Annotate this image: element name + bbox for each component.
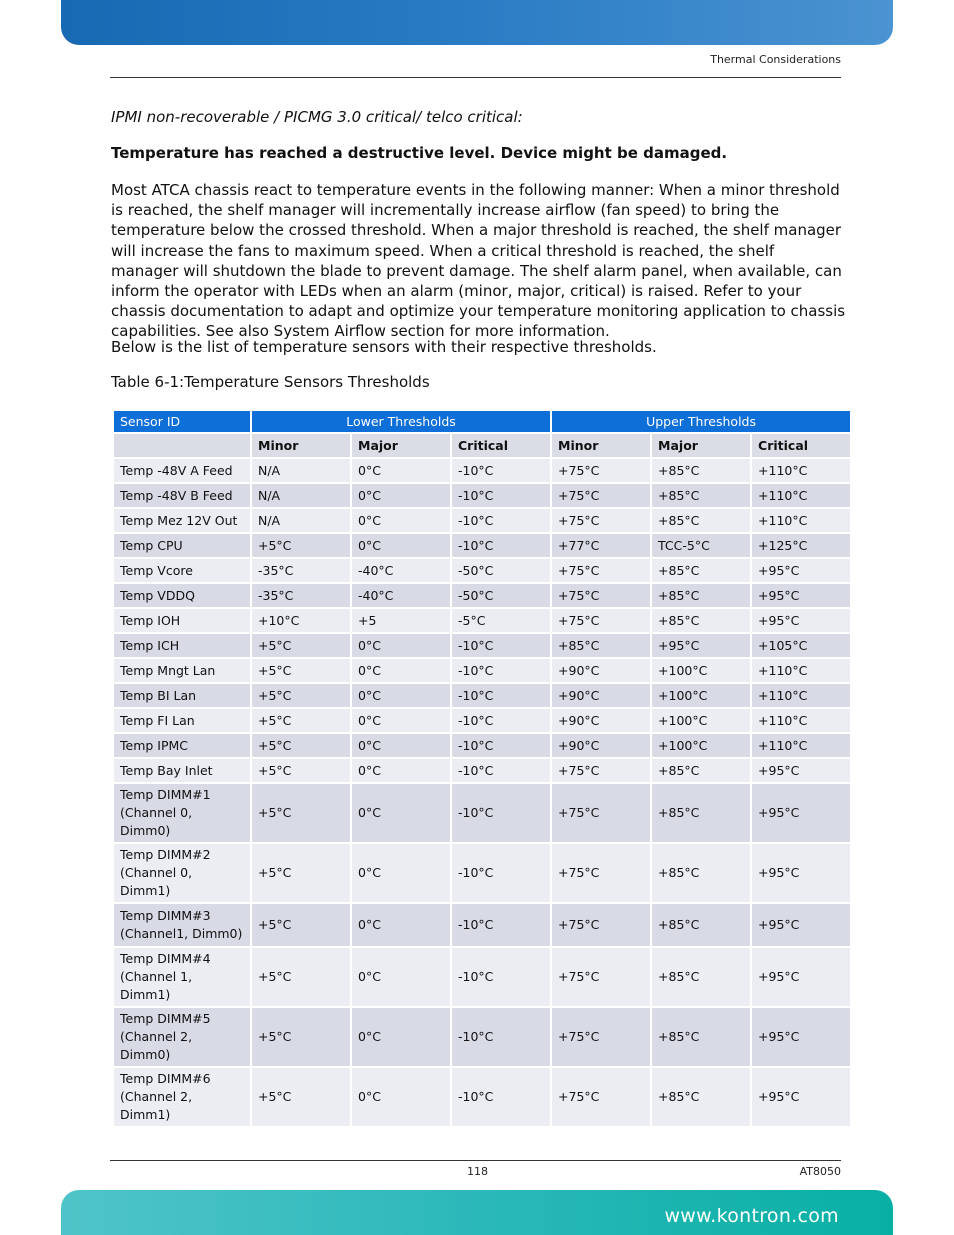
sensor-id-cell [114,534,250,557]
threshold-cell: -10°C [452,534,550,557]
table-sub-header-row [114,434,850,457]
sensor-id-line: (Channel 0, Dimm1) [120,865,193,898]
threshold-cell: +75°C [552,484,650,507]
threshold-cell: +5°C [252,634,350,657]
paragraph-chassis-reaction: Most ATCA chassis react to temperature events in the following manner: When a minor threshold is reached, the shelf manager will incrementally increase airflow (fan speed) to bring the temperature below the crossed threshold. When a major threshold is reached, the shelf manager will increase the fans to maximum speed. When a critical threshold is reached, the shelf manager will shutdown the blade to prevent damage. The shelf alarm panel, when available, can inform the operator with LEDs when an alarm (minor, major, critical) is raised. Refer to your chassis documentation to adapt and optimize your temperature monitoring application to chassis capabilities. See also System Airflow section for more information. [111,181,846,341]
intro-italic: IPMI non-recoverable / PICMG 3.0 critical/ telco critical: [111,108,523,126]
sensor-id-cell [114,904,250,946]
table-row [114,534,850,557]
threshold-cell: -40°C [352,559,450,582]
threshold-cell: +100°C [652,734,750,757]
sensor-id-cell [114,948,250,1006]
threshold-cell: -50°C [452,584,550,607]
threshold-cell: +85°C [652,759,750,782]
temperature-thresholds-table [112,409,852,1128]
threshold-cell: +5°C [252,784,350,842]
threshold-cell: +85°C [652,948,750,1006]
threshold-cell: +75°C [552,459,650,482]
sensor-id-line: Temp FI Lan [120,713,195,728]
threshold-cell: +110°C [752,734,850,757]
sensor-id-cell [114,584,250,607]
table-row [114,684,850,707]
sensor-id-line: Temp DIMM#5 [120,1011,211,1026]
table-row [114,844,850,902]
threshold-cell: +75°C [552,1068,650,1126]
website-link[interactable]: www.kontron.com [664,1205,839,1227]
sensor-id-line: (Channel 2, Dimm0) [120,1029,193,1062]
table-row [114,948,850,1006]
threshold-cell: -10°C [452,759,550,782]
threshold-cell: +100°C [652,659,750,682]
table-row [114,484,850,507]
sensor-id-line: Temp -48V B Feed [120,488,233,503]
header-upper-minor: Minor [552,434,650,457]
threshold-cell: 0°C [352,948,450,1006]
table-row [114,904,850,946]
threshold-cell: -10°C [452,709,550,732]
sensor-id-cell [114,1068,250,1126]
sensor-id-line: Temp Mez 12V Out [120,513,238,528]
threshold-cell: +85°C [652,559,750,582]
threshold-cell: +75°C [552,559,650,582]
threshold-cell: +85°C [652,784,750,842]
header-lower-minor: Minor [252,434,350,457]
header-blank-cell [114,434,250,457]
table-row [114,1068,850,1126]
threshold-cell: +5°C [252,709,350,732]
sensor-id-line: (Channel 2, Dimm1) [120,1089,193,1122]
threshold-cell: +90°C [552,734,650,757]
threshold-cell: +85°C [652,609,750,632]
threshold-cell: 0°C [352,659,450,682]
threshold-cell: +75°C [552,759,650,782]
threshold-cell: +95°C [752,904,850,946]
threshold-cell: +90°C [552,659,650,682]
table-group-header-row [114,411,850,432]
threshold-cell: +95°C [752,844,850,902]
paragraph-sensor-list: Below is the list of temperature sensors with their respective thresholds. [111,338,657,356]
threshold-cell: -40°C [352,584,450,607]
threshold-cell: +75°C [552,948,650,1006]
sensor-id-cell [114,734,250,757]
sensor-id-line: Temp ICH [120,638,180,653]
threshold-cell: +5°C [252,759,350,782]
header-lower-critical: Critical [452,434,550,457]
threshold-cell: +5°C [252,659,350,682]
threshold-cell: -35°C [252,559,350,582]
threshold-cell: +77°C [552,534,650,557]
threshold-cell: +85°C [652,584,750,607]
header-upper-thresholds: Upper Thresholds [552,411,850,432]
table-row [114,709,850,732]
threshold-cell: +5°C [252,948,350,1006]
sensor-id-line: Temp Vcore [120,563,193,578]
sensor-id-cell [114,1008,250,1066]
threshold-cell: -35°C [252,584,350,607]
sensor-id-cell [114,759,250,782]
threshold-cell: +75°C [552,509,650,532]
threshold-cell: -10°C [452,844,550,902]
threshold-cell: +100°C [652,709,750,732]
sensor-id-cell [114,634,250,657]
footer-divider [110,1160,841,1161]
table-row [114,734,850,757]
table-row [114,1008,850,1066]
sensor-id-line: Temp BI Lan [120,688,197,703]
sensor-id-cell [114,484,250,507]
sensor-id-line: (Channel1, Dimm0) [120,926,243,941]
threshold-cell: +125°C [752,534,850,557]
threshold-cell: +5°C [252,734,350,757]
sensor-id-cell [114,709,250,732]
sensor-id-cell [114,844,250,902]
threshold-cell: +75°C [552,584,650,607]
threshold-cell: -10°C [452,1008,550,1066]
threshold-cell: -10°C [452,734,550,757]
threshold-cell: 0°C [352,844,450,902]
table-row [114,784,850,842]
threshold-cell: -10°C [452,904,550,946]
threshold-cell: +110°C [752,484,850,507]
threshold-cell: 0°C [352,1008,450,1066]
threshold-cell: +5°C [252,684,350,707]
threshold-cell: N/A [252,459,350,482]
sensor-id-line: Temp DIMM#6 [120,1071,211,1086]
sensor-id-line: (Channel 0, Dimm0) [120,805,193,838]
threshold-cell: +110°C [752,509,850,532]
threshold-cell: +85°C [652,844,750,902]
table-row [114,634,850,657]
threshold-cell: +95°C [752,784,850,842]
threshold-cell: +85°C [652,1008,750,1066]
sensor-id-line: Temp DIMM#3 [120,908,211,923]
top-banner [61,0,893,45]
threshold-cell: +5 [352,609,450,632]
threshold-cell: +5°C [252,1068,350,1126]
threshold-cell: +105°C [752,634,850,657]
threshold-cell: 0°C [352,1068,450,1126]
sensor-id-line: Temp IPMC [120,738,189,753]
threshold-cell: TCC-5°C [652,534,750,557]
sensor-id-cell [114,559,250,582]
threshold-cell: +10°C [252,609,350,632]
threshold-cell: +5°C [252,534,350,557]
threshold-cell: +85°C [652,459,750,482]
header-divider [110,77,841,78]
threshold-cell: 0°C [352,534,450,557]
threshold-cell: -10°C [452,784,550,842]
header-section-title: Thermal Considerations [710,53,841,66]
threshold-cell: +95°C [752,1008,850,1066]
sensor-id-cell [114,459,250,482]
threshold-cell: +110°C [752,659,850,682]
table-row [114,584,850,607]
sensor-id-line: Temp DIMM#1 [120,787,211,802]
sensor-id-cell [114,609,250,632]
threshold-cell: +75°C [552,904,650,946]
sensor-id-line: Temp DIMM#4 [120,951,211,966]
threshold-cell: +5°C [252,1008,350,1066]
threshold-cell: +90°C [552,709,650,732]
threshold-cell: +85°C [652,1068,750,1126]
threshold-cell: +95°C [752,948,850,1006]
threshold-cell: +75°C [552,609,650,632]
threshold-cell: +75°C [552,844,650,902]
threshold-cell: +75°C [552,784,650,842]
threshold-cell: 0°C [352,784,450,842]
threshold-cell: -10°C [452,948,550,1006]
threshold-cell: +5°C [252,844,350,902]
threshold-cell: +100°C [652,684,750,707]
sensor-id-cell [114,659,250,682]
threshold-cell: +95°C [752,609,850,632]
warning-heading: Temperature has reached a destructive level. Device might be damaged. [111,144,728,162]
threshold-cell: 0°C [352,459,450,482]
threshold-cell: -10°C [452,634,550,657]
threshold-cell: +95°C [752,759,850,782]
page-number: 118 [467,1165,488,1178]
threshold-cell: N/A [252,484,350,507]
sensor-id-line: Temp -48V A Feed [120,463,233,478]
threshold-cell: +85°C [552,634,650,657]
threshold-cell: +95°C [752,559,850,582]
header-lower-major: Major [352,434,450,457]
threshold-cell: +110°C [752,459,850,482]
threshold-cell: +95°C [752,584,850,607]
sensor-id-line: Temp CPU [120,538,183,553]
sensor-id-line: Temp IOH [120,613,181,628]
sensor-id-line: Temp VDDQ [120,588,195,603]
threshold-cell: 0°C [352,634,450,657]
threshold-cell: +5°C [252,904,350,946]
threshold-cell: +85°C [652,484,750,507]
threshold-cell: 0°C [352,734,450,757]
table-row [114,559,850,582]
sensor-id-cell [114,509,250,532]
threshold-cell: +85°C [652,509,750,532]
sensor-id-cell [114,784,250,842]
sensor-id-line: Temp Bay Inlet [120,763,213,778]
threshold-cell: +95°C [652,634,750,657]
threshold-cell: -10°C [452,1068,550,1126]
table-body [114,459,850,1126]
table-row [114,509,850,532]
threshold-cell: N/A [252,509,350,532]
threshold-cell: -10°C [452,509,550,532]
threshold-cell: 0°C [352,759,450,782]
header-upper-major: Major [652,434,750,457]
threshold-cell: -5°C [452,609,550,632]
document-id: AT8050 [799,1165,841,1178]
threshold-cell: 0°C [352,904,450,946]
threshold-cell: +95°C [752,1068,850,1126]
table-row [114,759,850,782]
threshold-cell: +75°C [552,1008,650,1066]
header-sensor-id: Sensor ID [114,411,250,432]
table-row [114,459,850,482]
table-row [114,659,850,682]
threshold-cell: +110°C [752,709,850,732]
sensor-id-line: Temp DIMM#2 [120,847,211,862]
sensor-id-line: (Channel 1, Dimm1) [120,969,193,1002]
threshold-cell: -10°C [452,484,550,507]
header-upper-critical: Critical [752,434,850,457]
sensor-id-line: Temp Mngt Lan [120,663,216,678]
threshold-cell: +85°C [652,904,750,946]
table-row [114,609,850,632]
threshold-cell: 0°C [352,684,450,707]
threshold-cell: +90°C [552,684,650,707]
threshold-cell: -50°C [452,559,550,582]
header-lower-thresholds: Lower Thresholds [252,411,550,432]
sensor-id-cell [114,684,250,707]
threshold-cell: 0°C [352,709,450,732]
threshold-cell: -10°C [452,684,550,707]
threshold-cell: -10°C [452,459,550,482]
threshold-cell: +110°C [752,684,850,707]
threshold-cell: -10°C [452,659,550,682]
threshold-cell: 0°C [352,509,450,532]
threshold-cell: 0°C [352,484,450,507]
table-caption: Table 6-1:Temperature Sensors Thresholds [111,373,430,391]
